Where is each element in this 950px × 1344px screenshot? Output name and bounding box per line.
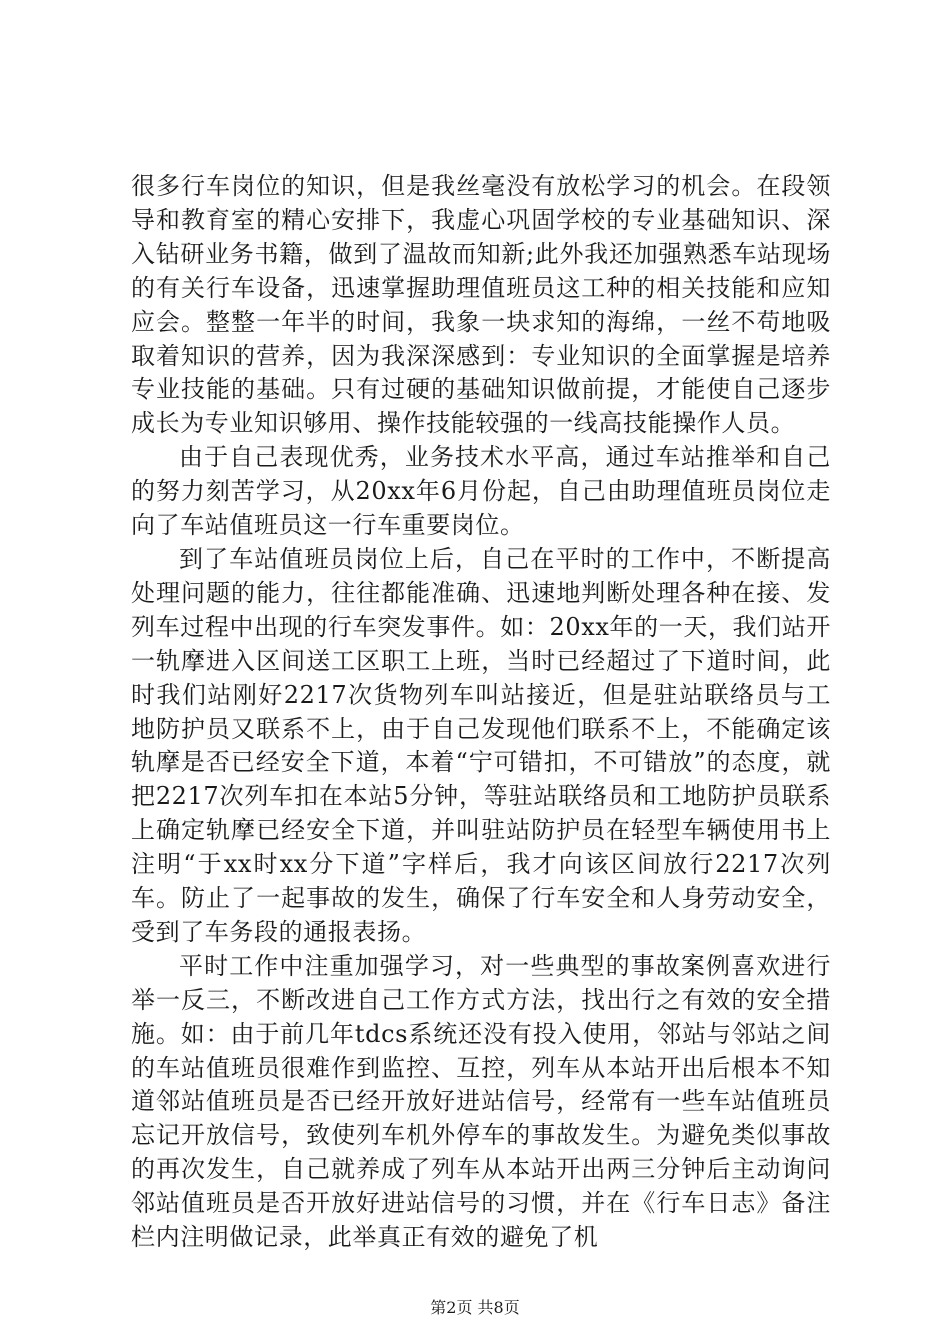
page-footer [0,1295,950,1318]
paragraph-4: 平时工作中注重加强学习，对一些典型的事故案例喜欢进行举一反三，不断改进自己工作方式方法，找出行之有效的安全措施。如：由于前几年tdcs系统还没有投入使用，邻站与邻站之间的车站值班员很难作到监控、互控，列车从本站开出后根本不知道邻站值班员是否已经开放好进站信号，经常有一些车站值班员忘记开放信号，致使列车机外停车的事故发生。为避免类似事故的再次发生，自己就养成了列车从本站开出两三分钟后主动询问邻站值班员是否开放好进站信号的习惯，并在《行车日志》备注栏内注明做记录，此举真正有效的避免了机 [131,951,831,1252]
paragraph-3: 到了车站值班员岗位上后，自己在平时的工作中，不断提高处理问题的能力，往往都能准确、迅速地判断处理各种在接、发列车过程中出现的行车突发事件。如：20xx年的一天，我们站开一轨摩进入区间送工区职工上班，当时已经超过了下道时间，此时我们站刚好2217次货物列车叫站接近，但是驻站联络员与工地防护员又联系不上，由于自己发现他们联系不上，不能确定该轨摩是否已经安全下道，本着“宁可错扣，不可错放”的态度，就把2217次列车扣在本站5分钟，等驻站联络员和工地防护员联系上确定轨摩已经安全下道，并叫驻站防护员在轻型车辆使用书上注明“于xx时xx分下道”字样后，我才向该区间放行2217次列车。防止了一起事故的发生，确保了行车安全和人身劳动安全，受到了车务段的通报表扬。 [131,544,831,946]
document-body [131,170,831,1255]
paragraph-2: 由于自己表现优秀，业务技术水平高，通过车站推举和自己的努力刻苦学习，从20xx年6月份起，自己由助理值班员岗位走向了车站值班员这一行车重要岗位。 [131,443,831,540]
page-number-label: 第2页 共8页 [430,1298,520,1317]
paragraph-1: 很多行车岗位的知识，但是我丝毫没有放松学习的机会。在段领导和教育室的精心安排下，我虚心巩固学校的专业基础知识、深入钻研业务书籍，做到了温故而知新;此外我还加强熟悉车站现场的有关行车设备，迅速掌握助理值班员这工种的相关技能和应知应会。整整一年半的时间，我象一块求知的海绵，一丝不苟地吸取着知识的营养，因为我深深感到：专业知识的全面掌握是培养专业技能的基础。只有过硬的基础知识做前提，才能使自己逐步成长为专业知识够用、操作技能较强的一线高技能操作人员。 [131,172,831,438]
